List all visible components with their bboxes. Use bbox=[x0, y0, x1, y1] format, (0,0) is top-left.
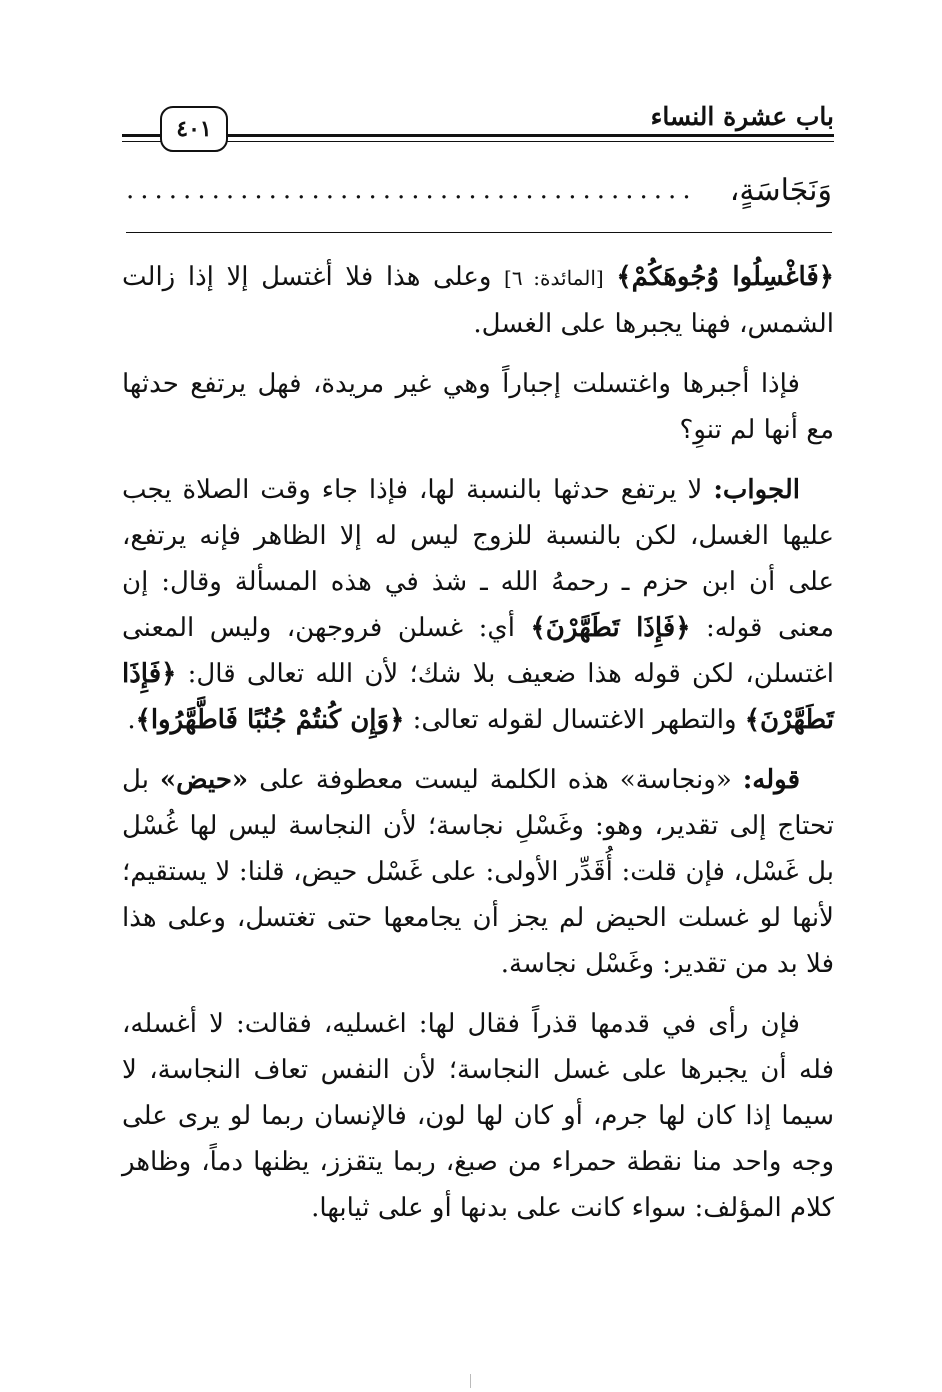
paragraph-text: «ونجاسة» هذه الكلمة ليست معطوفة على bbox=[259, 765, 732, 795]
chapter-title: باب عشرة النساء bbox=[650, 102, 834, 131]
page-edge-mark bbox=[470, 1374, 472, 1388]
commentary-body bbox=[122, 254, 834, 1245]
quran-verse: ﴿فَإِذَا تَطَهَّرْنَ﴾ bbox=[530, 613, 691, 643]
paragraph-5 bbox=[122, 1001, 834, 1231]
quran-verse: ﴿وَإِن كُنتُمْ جُنُبًا فَاطَّهَّرُوا﴾ bbox=[135, 705, 405, 735]
paragraph-text: والتطهر الاغتسال لقوله تعالى: bbox=[412, 705, 737, 735]
header-rule-thick bbox=[122, 134, 834, 137]
quoted-term: «حيض» bbox=[159, 765, 249, 795]
matn-separator bbox=[126, 232, 832, 233]
paragraph-1 bbox=[122, 254, 834, 347]
quran-verse: ﴿فَإِذَا تَطَهَّرْنَ﴾ bbox=[122, 659, 834, 735]
paragraph-text: فإذا أجبرها واغتسلت إجباراً وهي غير مريدة، فهل يرتفع حدثها مع أنها لم تنوِ؟ bbox=[122, 369, 834, 445]
matn-word: وَنَجَاسَةٍ، bbox=[729, 172, 832, 208]
paragraph-2 bbox=[122, 361, 834, 453]
header-rule bbox=[122, 134, 834, 146]
paragraph-text: بل تحتاج إلى تقدير، وهو: وغَسْلِ نجاسة؛ لأن النجاسة ليس لها غُسْل بل غَسْل، فإن قلت: أُقَدِّر الأولى: على غَسْل حيض، قلنا: لا يستقيم؛ لأنها لو غسلت الحيض لم يجز أن يجامعها حتى تغتسل، وعلى هذا فلا بد من تقدير: وغَسْل نجاسة. bbox=[122, 765, 834, 979]
paragraph-3 bbox=[122, 467, 834, 743]
header-rule-thin bbox=[122, 141, 834, 142]
matn-dots: ........................................ bbox=[126, 175, 697, 205]
verse-reference: [المائدة: ٦] bbox=[504, 266, 604, 290]
quran-verse: ﴿فَاغْسِلُوا وُجُوهَكُمْ﴾ bbox=[616, 262, 835, 292]
page-number: ٤٠١ bbox=[160, 106, 228, 152]
paragraph-text: أي: غسلن فروجهن، وليس المعنى اغتسلن، لكن قوله هذا ضعيف بلا شك؛ لأن الله تعالى قال: bbox=[122, 613, 834, 689]
answer-label: الجواب: bbox=[713, 475, 800, 505]
matn-line bbox=[126, 166, 832, 214]
paragraph-text: وعلى هذا فلا أغتسل إلا إذا زالت الشمس، فهنا يجبرها على الغسل. bbox=[122, 262, 834, 339]
paragraph-text: . bbox=[127, 705, 136, 735]
paragraph-text: لا يرتفع حدثها بالنسبة لها، فإذا جاء وقت الصلاة يجب عليها الغسل، لكن بالنسبة للزوج ليس له إلا الظاهر فإنه يرتفع، على أن ابن حزم ـ رحمهُ الله ـ شذ في هذه المسألة وقال: إن معنى قوله: bbox=[122, 475, 835, 643]
qawluhu-label: قوله: bbox=[742, 765, 801, 795]
paragraph-4 bbox=[122, 757, 834, 987]
page-header bbox=[122, 100, 834, 158]
paragraph-text: فإن رأى في قدمها قذراً فقال لها: اغسليه، فقالت: لا أغسله، فله أن يجبرها على غسل النجاسة؛ لأن النفس تعاف النجاسة، لا سيما إذا كان لها جرم، أو كان لها لون، فالإنسان ربما لو يرى على وجه واحد منا نقطة حمراء من صبغ، ربما يتقزز، يظنها دماً، وظاهر كلام المؤلف: سواء كانت على بدنها أو على ثيابها. bbox=[122, 1009, 834, 1223]
